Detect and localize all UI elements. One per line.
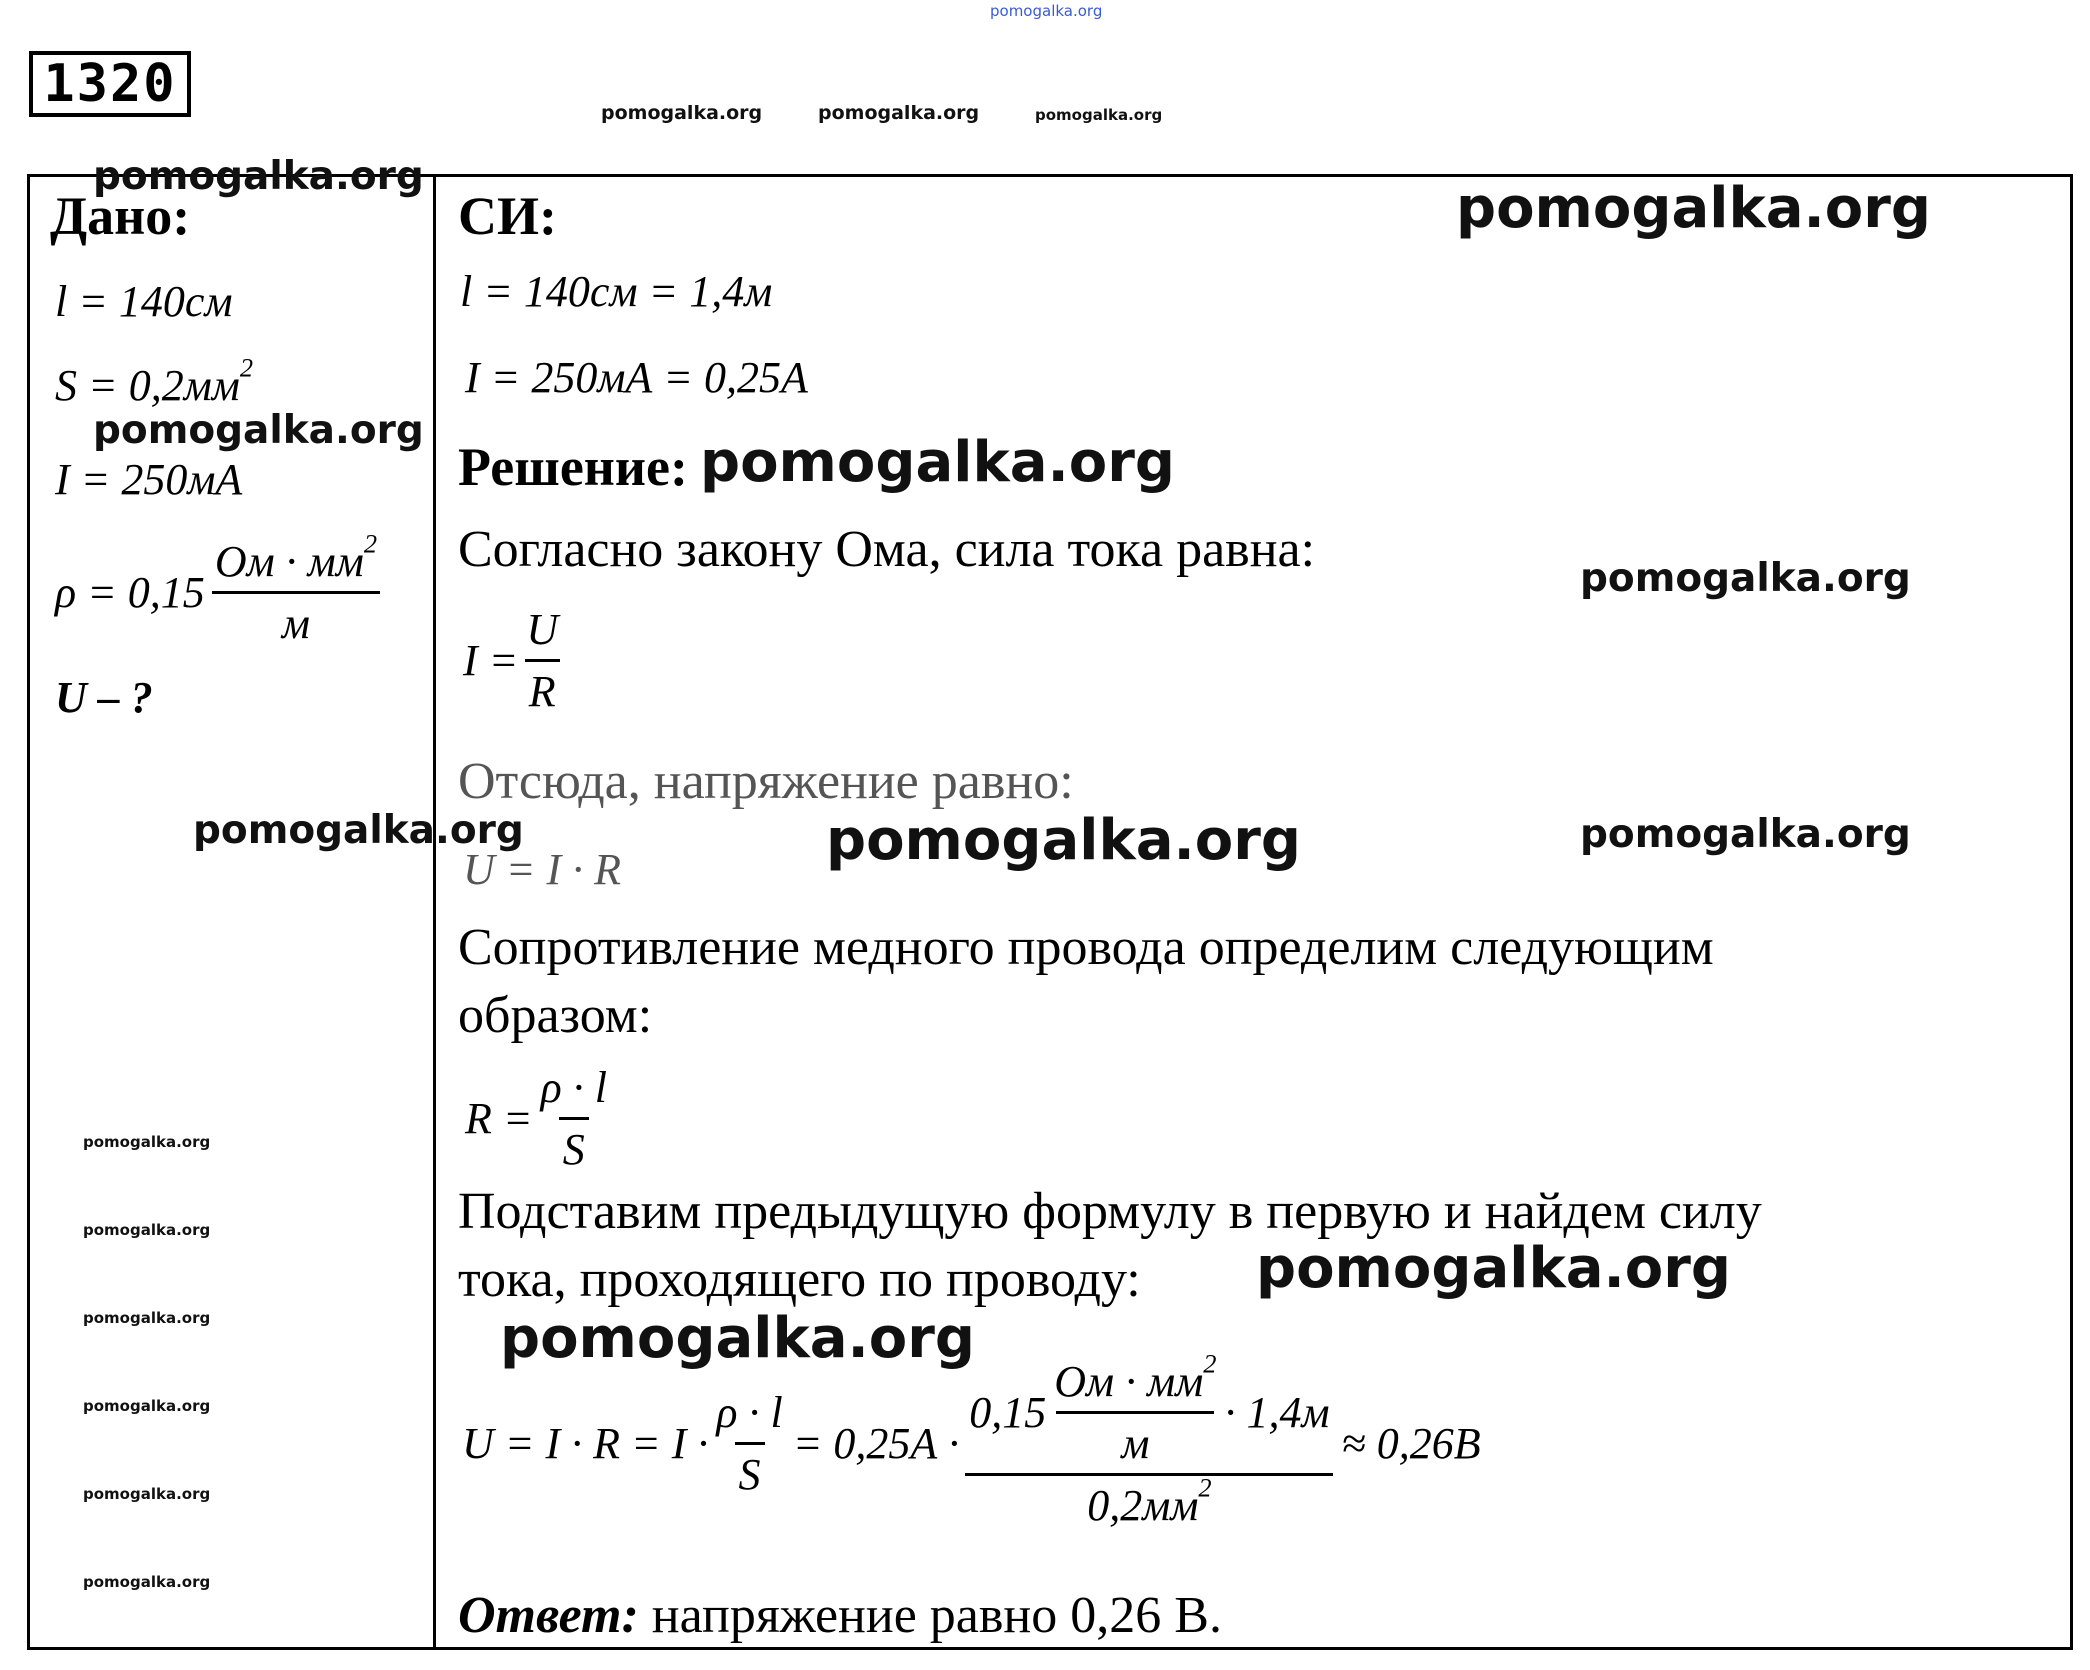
formula-fraction: [522, 604, 562, 717]
given-unknown: U – ?: [55, 673, 153, 722]
denominator-exponent: 2: [1198, 1472, 1212, 1503]
hence-formula: U = I · R: [463, 845, 621, 894]
given-area-exponent: 2: [239, 352, 254, 383]
fraction-exponent: 2: [1203, 1348, 1217, 1379]
watermark: pomogalka.org: [83, 1221, 211, 1239]
watermark: pomogalka.org: [1035, 106, 1163, 124]
fraction-exponent: 2: [363, 528, 378, 559]
watermark: pomogalka.org: [1580, 556, 1911, 601]
formula-lhs: I =: [463, 636, 519, 685]
watermark: pomogalka.org: [193, 808, 524, 853]
column-divider: [433, 174, 436, 1650]
fraction-numerator: Ом · мм: [214, 537, 364, 586]
resistance-text-line2: образом:: [458, 987, 653, 1044]
given-current: I = 250мА: [55, 455, 243, 504]
answer: [458, 1586, 1222, 1645]
final-fraction-small: [712, 1387, 786, 1500]
numerator-tail: · 1,4м: [1224, 1388, 1330, 1437]
fraction-denominator: S: [735, 1442, 765, 1500]
substitute-text-line1: Подставим предыдущую формулу в первую и найдем силу: [458, 1183, 1762, 1240]
answer-label: Ответ:: [458, 1587, 639, 1644]
answer-text: напряжение равно 0,26 В.: [651, 1587, 1222, 1644]
fraction-denominator: м: [212, 591, 380, 649]
ohm-law-text: Согласно закону Ома, сила тока равна:: [458, 521, 1316, 578]
final-lhs: U = I · R = I ·: [462, 1419, 709, 1468]
watermark: pomogalka.org: [93, 408, 424, 453]
fraction-denominator: R: [525, 659, 560, 717]
watermark: pomogalka.org: [1456, 176, 1931, 241]
fraction-numerator: ρ · l: [540, 1063, 607, 1112]
fraction-denominator: S: [559, 1117, 589, 1175]
denominator-text: 0,2мм: [1087, 1481, 1199, 1530]
fraction-numerator: Ом · мм: [1054, 1357, 1204, 1406]
final-mid: = 0,25А ·: [792, 1419, 960, 1468]
substitute-text-line2: тока, проходящего по проводу:: [458, 1251, 1141, 1308]
si-header: СИ:: [458, 186, 557, 246]
si-length: l = 140см = 1,4м: [460, 267, 773, 316]
solution-header: Решение:: [458, 437, 688, 497]
given-length: l = 140см: [55, 277, 233, 326]
watermark: pomogalka.org: [601, 102, 763, 124]
fraction-numerator: U: [526, 605, 559, 654]
fraction-denominator: м: [1056, 1411, 1214, 1469]
watermark-top: pomogalka.org: [990, 2, 1103, 20]
given-area: [55, 352, 254, 411]
given-header: Дано:: [50, 186, 191, 246]
final-fraction-large: [965, 1348, 1333, 1531]
problem-number: 1320: [29, 51, 191, 117]
inner-fraction: [1050, 1348, 1220, 1469]
watermark: pomogalka.org: [93, 154, 424, 199]
given-resistivity-lhs: ρ = 0,15: [55, 568, 205, 617]
resistance-formula: [465, 1062, 611, 1175]
given-area-text: S = 0,2мм: [55, 361, 240, 410]
watermark: pomogalka.org: [83, 1485, 211, 1503]
watermark: pomogalka.org: [700, 430, 1175, 495]
watermark: pomogalka.org: [1256, 1236, 1731, 1301]
watermark: pomogalka.org: [818, 102, 980, 124]
ohm-law-formula: [463, 604, 562, 717]
large-fraction-numerator: [965, 1348, 1333, 1473]
resistance-text-line1: Сопротивление медного провода определим следующим: [458, 919, 1714, 976]
watermark: pomogalka.org: [83, 1133, 211, 1151]
watermark: pomogalka.org: [1580, 812, 1911, 857]
watermark: pomogalka.org: [826, 808, 1301, 873]
si-current: I = 250мА = 0,25А: [465, 353, 808, 402]
formula-lhs: R =: [465, 1094, 533, 1143]
large-fraction-denominator: [965, 1473, 1333, 1531]
fraction-numerator: ρ · l: [716, 1388, 783, 1437]
watermark: pomogalka.org: [500, 1306, 975, 1371]
watermark: pomogalka.org: [83, 1309, 211, 1327]
given-resistivity: [55, 528, 381, 649]
final-result: ≈ 0,26В: [1341, 1419, 1481, 1468]
formula-fraction: [537, 1062, 611, 1175]
given-resistivity-fraction: [211, 528, 381, 649]
watermark: pomogalka.org: [83, 1397, 211, 1415]
watermark: pomogalka.org: [83, 1573, 211, 1591]
hence-text: Отсюда, напряжение равно:: [458, 753, 1074, 810]
numerator-coefficient: 0,15: [969, 1388, 1047, 1437]
final-formula: [462, 1348, 1481, 1531]
